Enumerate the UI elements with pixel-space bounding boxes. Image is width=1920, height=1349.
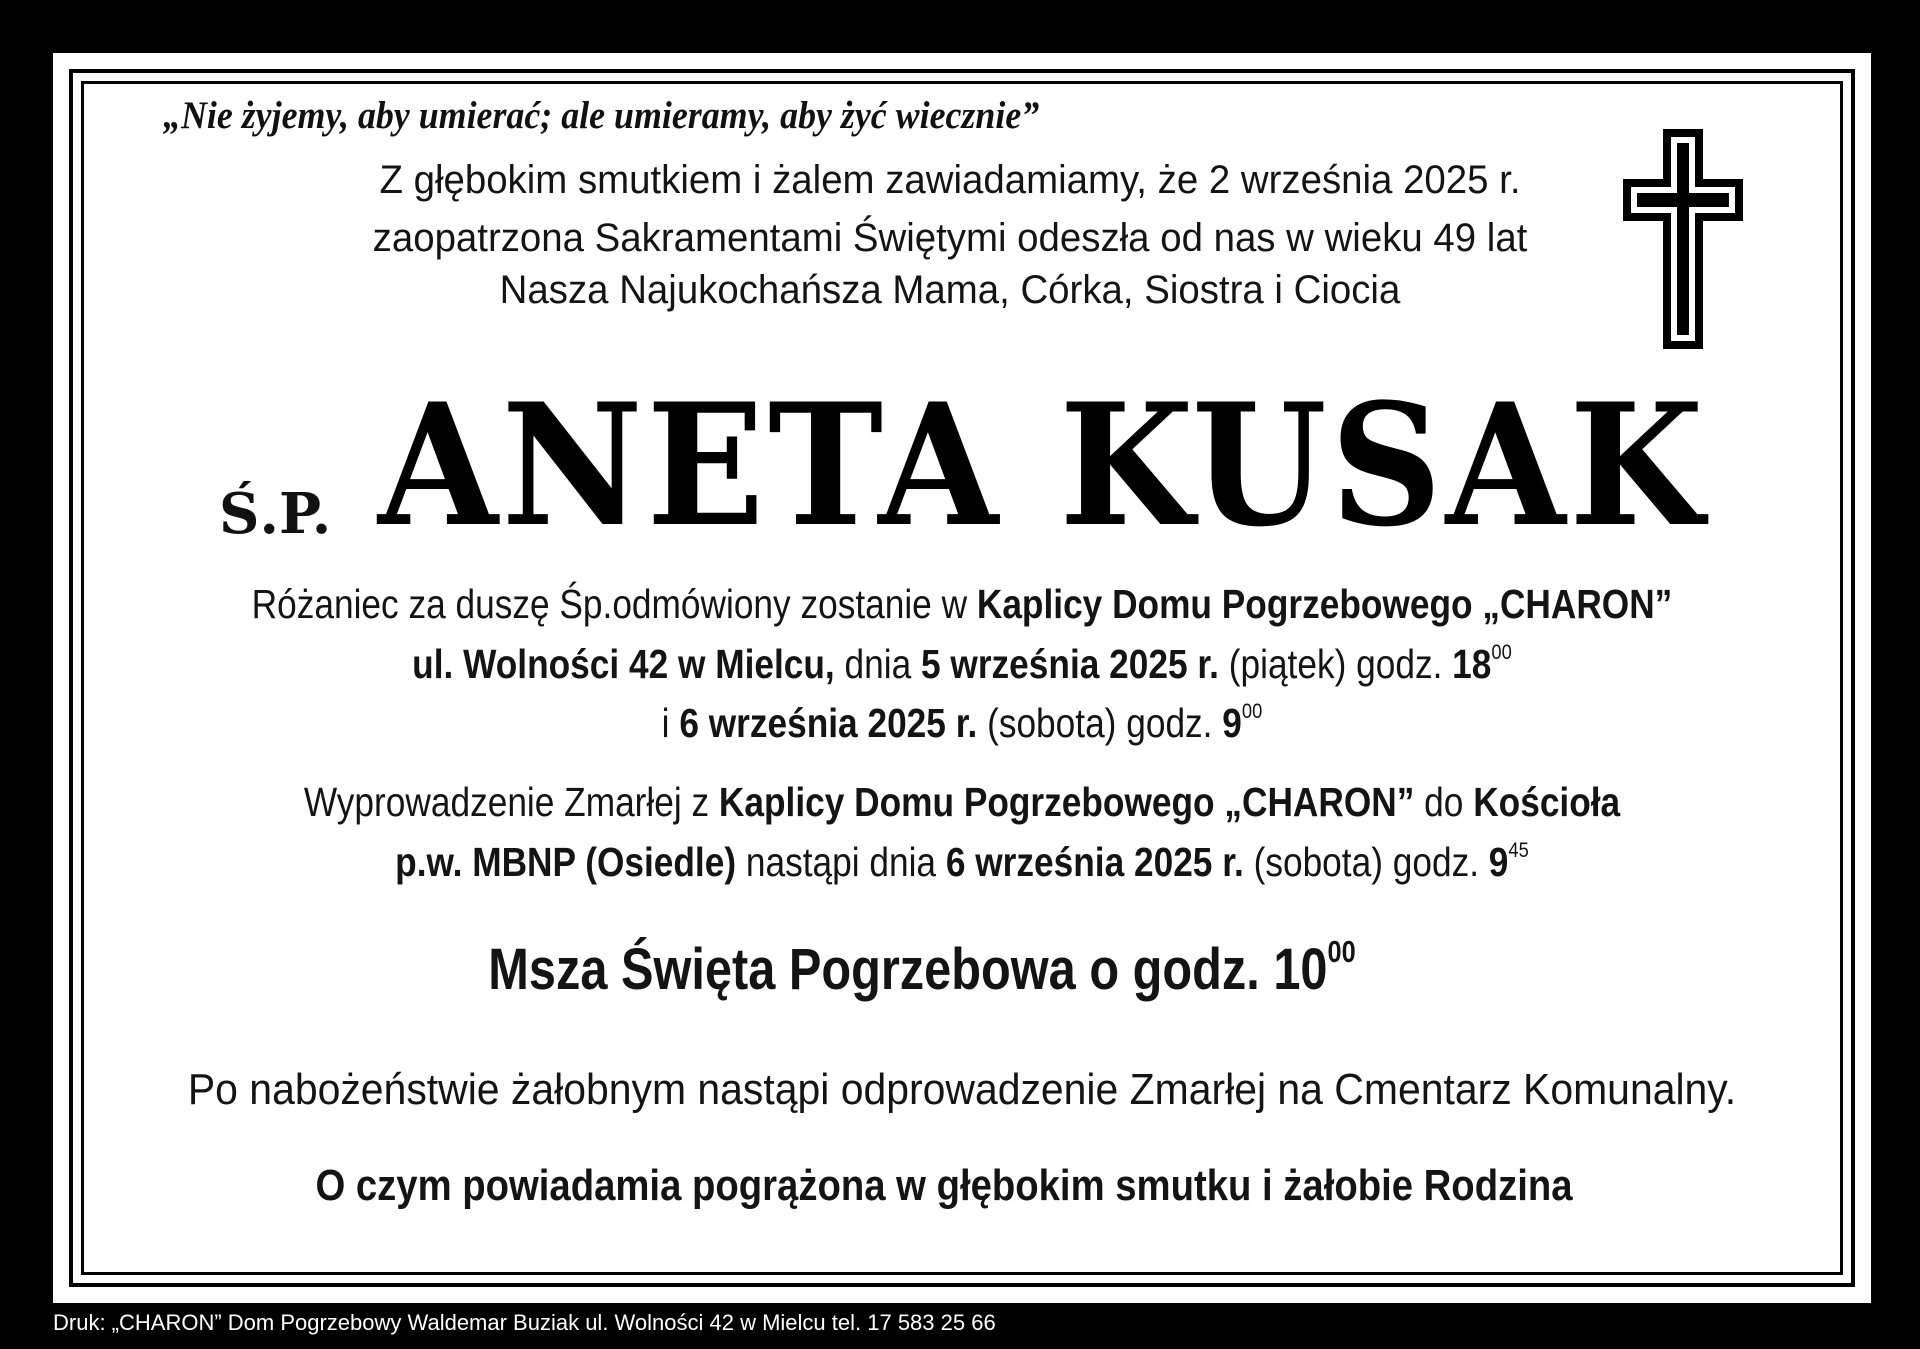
printer-footer: Druk: „CHARON” Dom Pogrzebowy Waldemar Buziak ul. Wolności 42 w Mielcu tel. 17 583 25 66 (53, 1310, 996, 1335)
family-note: O czym powiadamia pogrążona w głębokim smutku i żałobie Rodzina (315, 1161, 1573, 1210)
name-prefix: Ś.P. (219, 481, 332, 547)
announcement-line-1: Z głębokim smutkiem i żalem zawiadamiamy, że 2 września 2025 r. (379, 158, 1521, 202)
rosary-line-3: i 6 września 2025 r. (sobota) godz. $9^{00}$ (661, 698, 1263, 746)
deceased-name: ANETA KUSAK (378, 366, 1708, 564)
announcement-line-3: Nasza Najukochańsza Mama, Córka, Siostra i Ciocia (499, 268, 1401, 312)
rosary-line-2: ul. Wolności 42 w Mielcu, dnia 5 września 2025 r. (piątek) godz. $18^{00}$ (412, 639, 1512, 687)
procession-line-1: Wyprowadzenie Zmarłej z Kaplicy Domu Pogrzebowego „CHARON” do Kościoła (303, 779, 1621, 825)
motto: „Nie żyjemy, aby umierać; ale umieramy, aby żyć wiecznie” (163, 94, 1040, 137)
rosary-line-1: Różaniec za duszę Śp.odmówiony zostanie w Kaplicy Domu Pogrzebowego „CHARON” (251, 581, 1673, 627)
announcement-line-2: zaopatrzona Sakramentami Świętymi odeszła od nas w wieku 49 lat (372, 216, 1528, 260)
funeral-mass-line: Msza Święta Pogrzebowa o godz. $10^{00}$ (488, 935, 1356, 1002)
obituary-sheet (53, 53, 1871, 1303)
after-service-line: Po nabożeństwie żałobnym nastąpi odprowadzenie Zmarłej na Cmentarz Komunalny. (187, 1065, 1737, 1114)
cross-icon (1623, 129, 1743, 349)
deceased-name-row (53, 366, 1871, 603)
procession-line-2: p.w. MBNP (Osiedle) nastąpi dnia 6 września 2025 r. (sobota) godz. $9^{45}$ (395, 837, 1529, 885)
